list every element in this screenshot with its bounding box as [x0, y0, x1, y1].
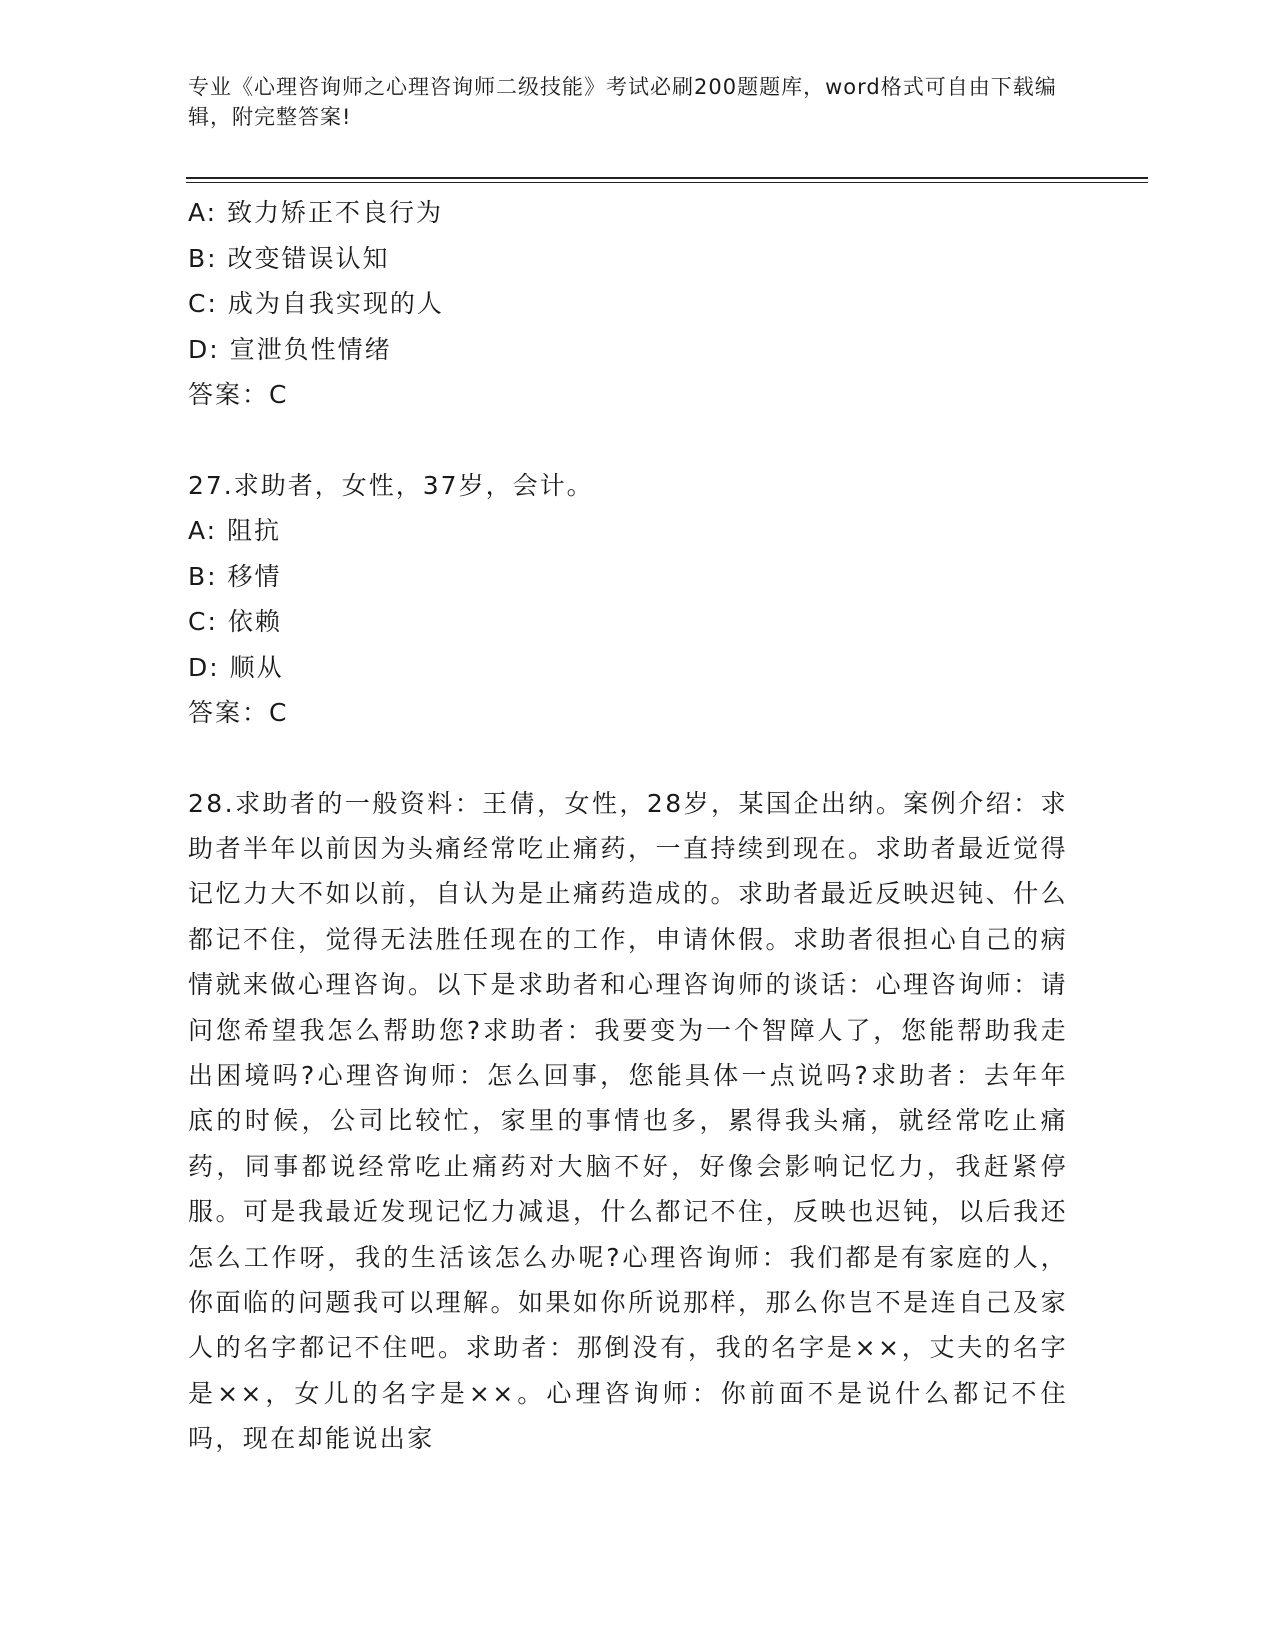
- option-c: C: 成为自我实现的人: [188, 289, 444, 318]
- header-divider-thin: [186, 182, 1148, 183]
- question-28-block: [188, 781, 1068, 1462]
- spacer: [188, 418, 1068, 463]
- option-d: D: 顺从: [188, 652, 284, 682]
- question-content: [188, 190, 1068, 1462]
- option-a: A: 阻抗: [188, 516, 282, 545]
- option-b: B: 移情: [188, 561, 282, 591]
- question-stem: 27.求助者，女性，37岁，会计。: [188, 470, 594, 500]
- option-b: B: 改变错误认知: [188, 243, 390, 273]
- document-header: 专业《心理咨询师之心理咨询师二级技能》考试必刷200题题库，word格式可自由下载编辑，附完整答案!: [188, 75, 1057, 129]
- option-c: C: 依赖: [188, 607, 282, 636]
- spacer: [188, 736, 1068, 781]
- answer-line: 答案：C: [188, 698, 289, 727]
- question-27-block: [188, 463, 1068, 736]
- header-divider: [186, 177, 1148, 179]
- question-26-block: [188, 190, 1068, 418]
- option-d: D: 宣泄负性情绪: [188, 334, 392, 364]
- option-a: A: 致力矫正不良行为: [188, 198, 444, 227]
- question-stem: 28.求助者的一般资料：王倩，女性，28岁，某国企出纳。案例介绍：求助者半年以前因为头痛经常吃止痛药，一直持续到现在。求助者最近觉得记忆力大不如以前，自认为是止痛药造成的。求助者最近反映迟钝、什么都记不住，觉得无法胜任现在的工作，申请休假。求助者很担心自己的病情就来做心理咨询。以下是求助者和心理咨询师的谈话：心理咨询师：请问您希望我怎么帮助您?求助者：我要变为一个智障人了，您能帮助我走出困境吗?心理咨询师：怎么回事，您能具体一点说吗?求助者：去年年底的时候，公司比较忙，家里的事情也多，累得我头痛，就经常吃止痛药，同事都说经常吃止痛药对大脑不好，好像会影响记忆力，我赶紧停服。可是我最近发现记忆力减退，什么都记不住，反映也迟钝，以后我还怎么工作呀，我的生活该怎么办呢?心理咨询师：我们都是有家庭的人，你面临的问题我可以理解。如果如你所说那样，那么你岂不是连自己及家人的名字都记不住吧。求助者：那倒没有，我的名字是××，丈夫的名字是××，女儿的名字是××。心理咨询师：你前面不是说什么都记不住吗，现在却能说出家: [188, 788, 1068, 1454]
- answer-line: 答案：C: [188, 380, 289, 409]
